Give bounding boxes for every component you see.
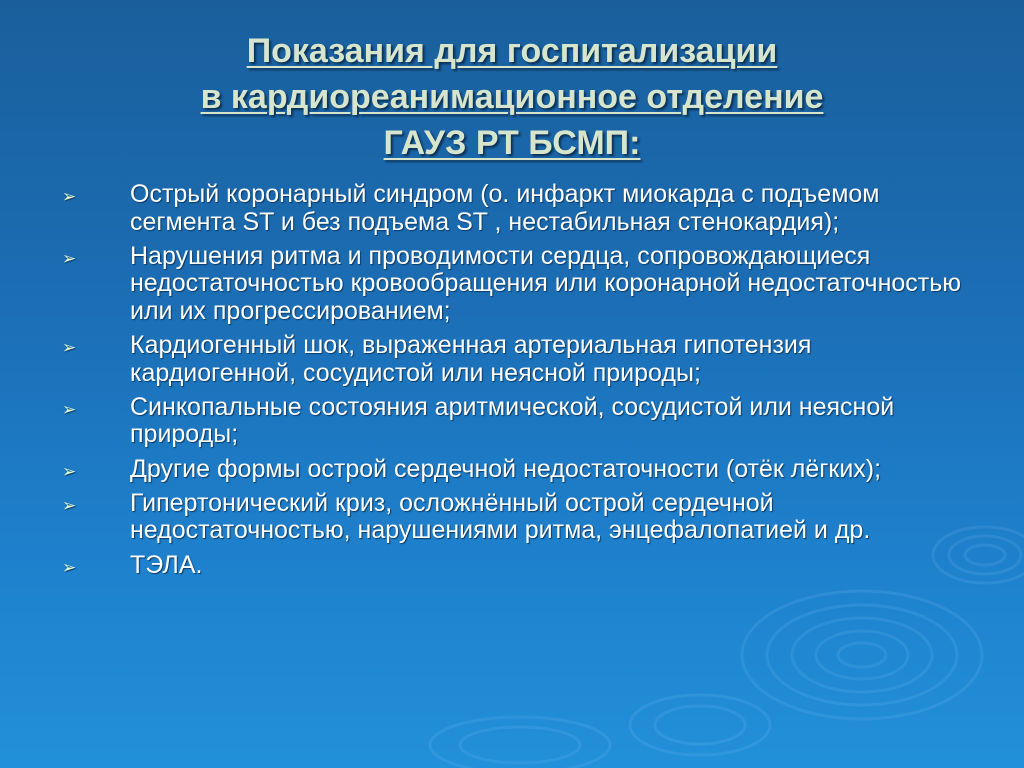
list-item: [62, 552, 962, 580]
arrow-bullet-icon: ➢: [62, 399, 77, 419]
list-item: [62, 394, 962, 449]
title-line-2: в кардиореанимационное отделение: [200, 78, 824, 116]
list-item-text: Нарушения ритма и проводимости сердца, сопровождающиеся недостаточностью кровообращения или коронарной недостаточностью или их прогрессированием;: [130, 241, 962, 325]
list-item: [62, 490, 962, 545]
list-item-text: ТЭЛА.: [130, 550, 203, 579]
list-item: [62, 456, 962, 484]
list-item: [62, 243, 962, 326]
list-item-text: Кардиогенный шок, выраженная артериальная гипотензия кардиогенной, сосудистой или неясной природы;: [130, 331, 812, 387]
slide-title: [0, 28, 1024, 166]
arrow-bullet-icon: ➢: [62, 557, 77, 577]
list-item-text: Острый коронарный синдром (о. инфаркт миокарда с подъемом сегмента ST и без подъема ST , нестабильная стенокардия);: [130, 180, 880, 236]
arrow-bullet-icon: ➢: [62, 248, 77, 268]
arrow-bullet-icon: ➢: [62, 187, 77, 206]
title-line-1: Показания для госпитализации: [246, 32, 778, 70]
list-item-text: Синкопальные состояния аритмической, сосудистой или неясной природы;: [130, 392, 895, 449]
arrow-bullet-icon: ➢: [62, 495, 77, 515]
title-line-3: ГАУЗ РТ БСМП:: [383, 124, 641, 162]
list-item: [62, 332, 962, 387]
arrow-bullet-icon: ➢: [62, 338, 77, 358]
list-item: [62, 181, 962, 236]
arrow-bullet-icon: ➢: [62, 461, 77, 481]
indications-list: [62, 181, 962, 586]
list-item-text: Гипертонический криз, осложнённый острой сердечной недостаточностью, нарушениями ритма, энцефалопатией и др.: [130, 488, 871, 545]
list-item-text: Другие формы острой сердечной недостаточности (отёк лёгких);: [130, 454, 882, 483]
